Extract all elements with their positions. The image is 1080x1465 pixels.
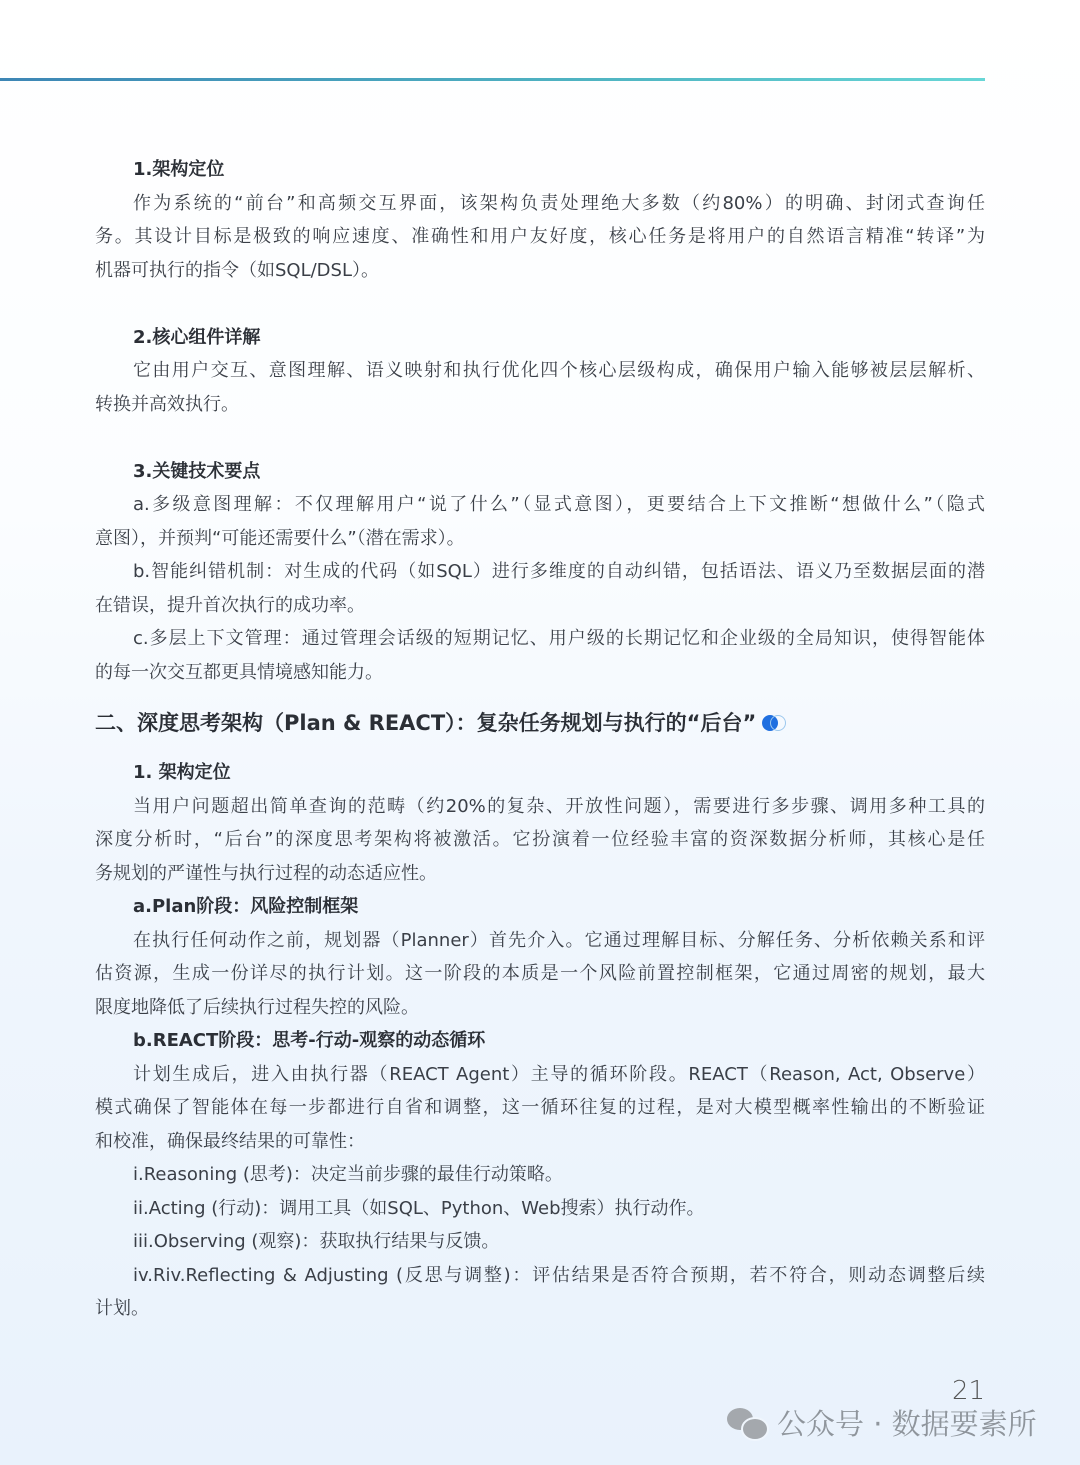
paragraph-line: 模式确保了智能体在每一步都进行自省和调整，这一循环往复的过程，是对大模型概率性输出的不断验证 bbox=[95, 1097, 985, 1118]
wechat-icon bbox=[727, 1406, 769, 1440]
paragraph-line: 的每一次交互都更具情境感知能力。 bbox=[95, 661, 383, 683]
paragraph-line: 和校准，确保最终结果的可靠性： bbox=[95, 1130, 365, 1152]
watermark-text: 公众号 · 数据要素所 bbox=[777, 1407, 1037, 1441]
paragraph bbox=[95, 790, 985, 891]
subheading: a.Plan阶段：风险控制框架 bbox=[133, 896, 359, 917]
subheading: 1.架构定位 bbox=[133, 159, 225, 180]
paragraph-line: 它由用户交互、意图理解、语义映射和执行优化四个核心层级构成，确保用户输入能够被层层解析、 bbox=[133, 360, 985, 381]
subheading: b.REACT阶段：思考-行动-观察的动态循环 bbox=[133, 1030, 486, 1051]
document-body bbox=[95, 153, 985, 1326]
paragraph-line: 转换并高效执行。 bbox=[95, 393, 239, 415]
paragraph-line: 计划。 bbox=[95, 1298, 149, 1319]
paragraph-line: 务规划的严谨性与执行过程的动态适应性。 bbox=[95, 862, 437, 884]
subheading: 1. 架构定位 bbox=[133, 762, 231, 783]
paragraph bbox=[95, 1192, 985, 1226]
paragraph bbox=[95, 924, 985, 1025]
section-heading-text: 二、深度思考架构（Plan & REACT）：复杂任务规划与执行的“后台” bbox=[95, 711, 757, 735]
spacer bbox=[95, 421, 985, 455]
paragraph bbox=[95, 488, 985, 555]
watermark bbox=[727, 1402, 1037, 1443]
paragraph-line: b.智能纠错机制：对生成的代码（如SQL）进行多维度的自动纠错，包括语法、语义乃至数据层面的潜 bbox=[133, 561, 985, 582]
paragraph-line: 估资源，生成一份详尽的执行计划。这一阶段的本质是一个风险前置控制框架，它通过周密的规划，最大 bbox=[95, 963, 985, 984]
paragraph-line: 当用户问题超出简单查询的范畴（约20%的复杂、开放性问题），需要进行多步骤、调用多种工具的 bbox=[133, 795, 985, 817]
paragraph-line: 机器可执行的指令（如SQL/DSL）。 bbox=[95, 259, 379, 281]
subheading: 3.关键技术要点 bbox=[133, 460, 261, 482]
section-heading bbox=[95, 705, 985, 741]
subheading: 2.核心组件详解 bbox=[133, 326, 261, 348]
paragraph-line: 深度分析时，“后台”的深度思考架构将被激活。它扮演着一位经验丰富的资深数据分析师，其核心是任 bbox=[95, 829, 985, 850]
paragraph-line: iv.Riv.Reflecting & Adjusting (反思与调整)：评估结果是否符合预期，若不符合，则动态调整后续 bbox=[133, 1264, 985, 1286]
paragraph-line: 务。其设计目标是极致的响应速度、准确性和用户友好度，核心任务是将用户的自然语言精准“转译”为 bbox=[95, 226, 985, 247]
paragraph-line: 意图），并预判“可能还需要什么”（潜在需求）。 bbox=[95, 527, 465, 549]
paragraph bbox=[95, 1058, 985, 1159]
paragraph-line: 限度地降低了后续执行过程失控的风险。 bbox=[95, 996, 419, 1018]
paragraph bbox=[95, 555, 985, 622]
page-number: 21 bbox=[952, 1376, 986, 1406]
paragraph-line: iii.Observing (观察)：获取执行结果与反馈。 bbox=[133, 1231, 500, 1252]
paragraph-line: a.多级意图理解：不仅理解用户“说了什么”（显式意图），更要结合上下文推断“想做什么”（隐式 bbox=[133, 494, 985, 515]
paragraph-line: c.多层上下文管理：通过管理会话级的短期记忆、用户级的长期记忆和企业级的全局知识，使得智能体 bbox=[133, 628, 985, 649]
paragraph-line: 计划生成后，进入由执行器（REACT Agent）主导的循环阶段。REACT（Reason, Act, Observe） bbox=[133, 1063, 985, 1085]
paragraph-line: 在错误，提升首次执行的成功率。 bbox=[95, 594, 365, 616]
paragraph bbox=[95, 354, 985, 421]
paragraph bbox=[95, 1158, 985, 1192]
paragraph bbox=[95, 1259, 985, 1326]
spacer bbox=[95, 287, 985, 321]
header-rule bbox=[0, 78, 985, 81]
paragraph bbox=[95, 187, 985, 288]
paragraph-line: 作为系统的“前台”和高频交互界面，该架构负责处理绝大多数（约80%）的明确、封闭式查询任 bbox=[133, 192, 985, 214]
paragraph-line: 在执行任何动作之前，规划器（Planner）首先介入。它通过理解目标、分解任务、分析依赖关系和评 bbox=[133, 929, 985, 951]
paragraph bbox=[95, 622, 985, 689]
paragraph-line: i.Reasoning (思考)：决定当前步骤的最佳行动策略。 bbox=[133, 1164, 563, 1185]
toggle-dots-icon bbox=[762, 715, 786, 731]
paragraph-line: ii.Acting (行动)：调用工具（如SQL、Python、Web搜索）执行动作。 bbox=[133, 1197, 705, 1219]
paragraph bbox=[95, 1225, 985, 1259]
